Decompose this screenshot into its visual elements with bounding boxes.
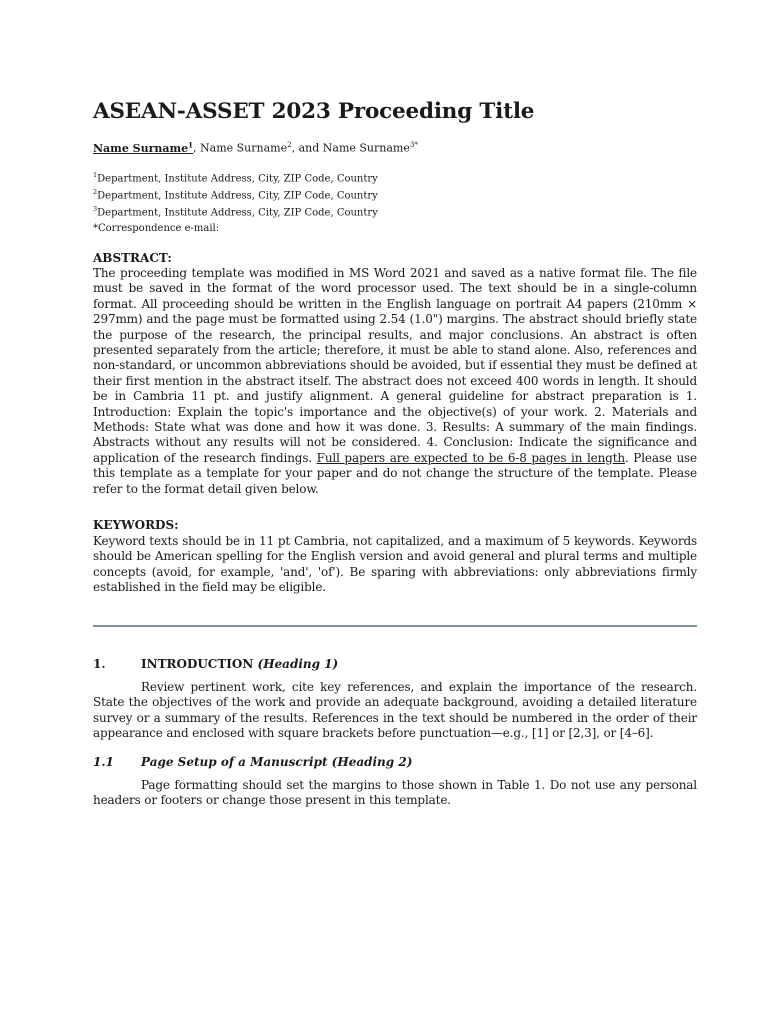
abstract-heading: ABSTRACT: — [93, 251, 172, 265]
author-separator: , — [193, 141, 201, 155]
keywords-body: Keyword texts should be in 11 pt Cambria, not capitalized, and a maximum of 5 keywords. Keywords should be American spelling for the English version and avoid general and plural terms and multiple concepts (avoid, for example, 'and', 'of'). Be sparing with abbreviations: only abbreviations firmly established in the field may be eligible. — [93, 534, 697, 595]
paper-title: ASEAN-ASSET 2023 Proceeding Title — [93, 99, 535, 124]
heading-1-title: INTRODUCTION — [141, 657, 258, 671]
affiliation-marker: 1 — [93, 171, 98, 179]
abstract-text-end: . Please use this template as a template for your paper and do not change the structure of the template. Please refer to the format detail given below. — [93, 450, 697, 496]
affiliation-marker: 2 — [93, 187, 98, 196]
abstract-text: The proceeding template was modified in MS Word 2021 and saved as a native format file. The file must be saved in the format of the word processor used. The text should be in a single-column format. All proceeding should be written in the English language on portrait A4 papers (210mm × 297mm) and the page must be formatted using 2.54 (1.0") margins. The abstract should briefly state the purpose of the research, the principal results, and major conclusions. An abstract is often presented separately from the article; therefore, it must be able to stand alone. Also, references and non-standard, or uncommon abbreviations should be avoided, but if essential they must be defined at their first mention in the abstract itself. The abstract does not exceed 400 words in length. It should be in Cambria 11 pt. and justify alignment. A general guideline for abstract preparation is 1. Introduction: Explain the topic's importance and the objective(s) of your work. 2. Materials and Methods: State what was done and how it was done. 3. Results: A summary of the main findings. Abstracts without any results will not be considered. 4. Conclusion: Indicate the significance and application of the research findings. — [93, 266, 697, 465]
affiliation-text: Department, Institute Address, City, ZIP Code, Country — [97, 206, 378, 218]
author-3-affil-marker: 3* — [409, 141, 418, 149]
author-2-name: Name Surname — [200, 141, 288, 155]
correspondence-email: *Correspondence e-mail: — [93, 223, 220, 234]
heading-2-title: Page Setup of a Manuscript (Heading 2) — [141, 755, 413, 769]
affiliation-item — [93, 169, 378, 186]
heading-1 — [93, 657, 338, 671]
abstract-body — [93, 266, 697, 497]
author-1-affil-marker: 1 — [188, 140, 194, 149]
author-2-affil-marker: 2 — [287, 141, 292, 149]
page-setup-paragraph: Page formatting should set the margins to those shown in Table 1. Do not use any personal headers or footers or change those present in this template. — [93, 778, 697, 808]
author-3-name: Name Surname — [322, 141, 410, 155]
abstract-underlined-text: Full papers are expected to be 6-8 pages in length — [316, 450, 625, 465]
author-line — [93, 140, 418, 155]
introduction-paragraph: Review pertinent work, cite key references, and explain the importance of the research. State the objectives of the work and provide an adequate background, avoiding a detailed literature survey or a summary of the results. References in the text should be numbered in the order of their appearance and enclosed with square brackets before punctuation—e.g., [1] or [2,3], or [4–6]. — [93, 680, 697, 741]
section-divider — [93, 625, 697, 627]
corresponding-author-name — [93, 142, 193, 155]
affiliation-text: Department, Institute Address, City, ZIP Code, Country — [97, 173, 378, 185]
affiliation-text: Department, Institute Address, City, ZIP Code, Country — [97, 190, 378, 202]
affiliation-item — [93, 203, 378, 220]
heading-2 — [93, 755, 412, 769]
author-1-name: Name Surname — [93, 141, 189, 155]
heading-1-number: 1. — [93, 657, 106, 671]
affiliation-marker: 3 — [93, 204, 98, 213]
keywords-heading: KEYWORDS: — [93, 518, 179, 532]
author-separator: , and — [291, 141, 323, 155]
heading-1-tag: (Heading 1) — [257, 657, 339, 671]
affiliation-list — [93, 169, 378, 219]
heading-2-number: 1.1 — [93, 755, 114, 769]
affiliation-item — [93, 186, 378, 203]
